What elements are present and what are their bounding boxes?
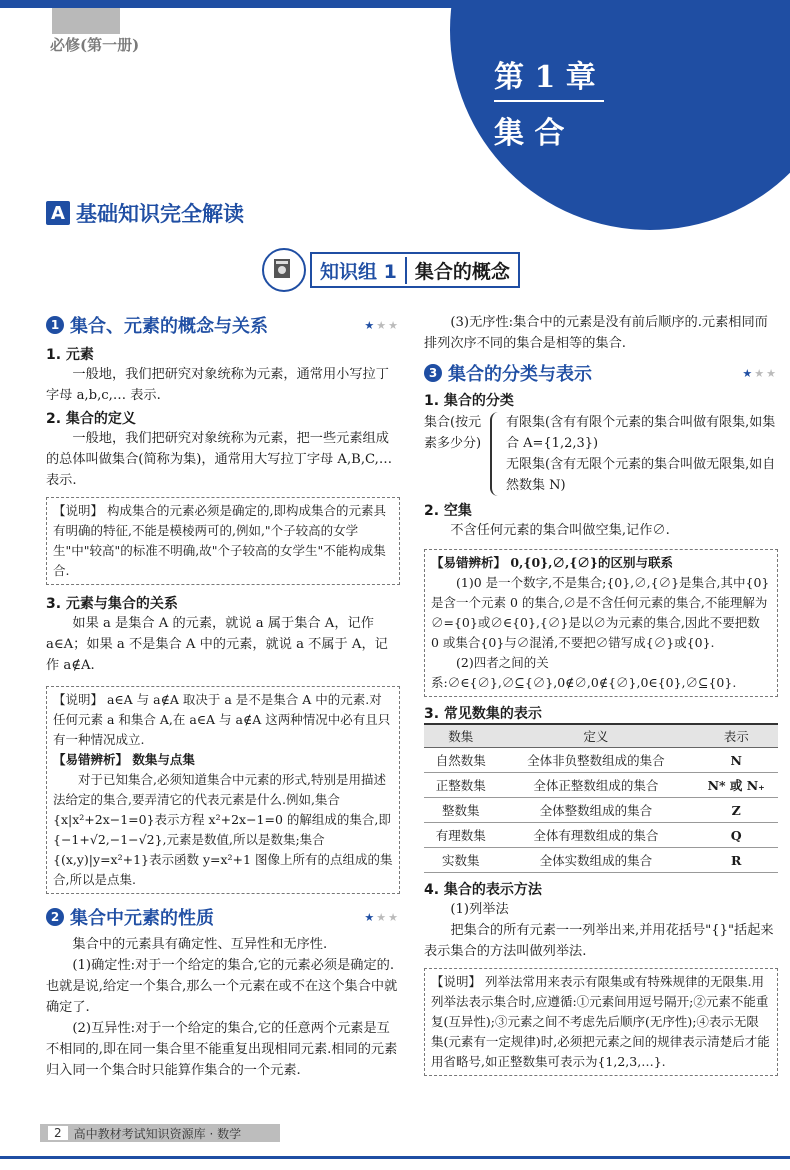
table-row	[424, 798, 778, 823]
heading-set-definition: 2. 集合的定义	[46, 411, 136, 427]
heading-membership: 3. 元素与集合的关系	[46, 596, 178, 612]
book-name: 必修(第一册)	[50, 36, 140, 54]
finite-set-def: 有限集(含有有限个元素的集合叫做有限集,如集合 A={1,2,3})	[506, 415, 776, 451]
note-numberset-text: 对于已知集合,必须知道集合中元素的形式,特别是用描述法给定的集合,要弄清它的代表元素是什么.例如,集合{x|x²+2x−1=0}表示方程 x²+2x−1=0 的解组成的集合,即{−1+√2,−1−√2},元素是数值,所以是数集;集合{(x,y)|y=x²+1}表示函数 y=x²+1 图像上所有的点组成的集合,所以是点集.	[53, 772, 393, 887]
table-row	[424, 773, 778, 798]
table-row	[424, 748, 778, 773]
note-listing: 【说明】 列举法常用来表示有限集或有特殊规律的无限集.用列举法表示集合时,应遵循:①元素间用逗号隔开;②元素不能重复(互异性);③元素之间不考虑先后顺序(无序性);④表示无限集(元素有一定规律)时,必须把元素之间的规律表示清楚后才能用省略号,如正整数集可表示为{1,2,3,…}.	[424, 968, 778, 1076]
heading-element: 1. 元素	[46, 347, 94, 363]
knowledge-group-title: 集合的概念	[414, 260, 510, 283]
note-membership-text: 【说明】 a∈A 与 a∉A 取决于 a 是不是集合 A 中的元素.对任何元素 a 和集合 A,在 a∈A 与 a∉A 这两种情况中必有且只有一种情况成立.	[53, 692, 391, 747]
cell: N	[694, 748, 778, 773]
knowledge-group-label: 知识组 1	[312, 257, 407, 284]
section-2-heading	[46, 904, 400, 930]
col-header: 定义	[497, 724, 694, 748]
star-rating: ★★★	[364, 910, 400, 924]
brace	[490, 412, 502, 496]
chapter-title	[494, 52, 604, 152]
para-listing-title: (1)列举法	[450, 902, 509, 917]
cell: 全体正整数组成的集合	[497, 773, 694, 798]
cell: Z	[694, 798, 778, 823]
para-element: 一般地，我们把研究对象统称为元素，通常用小写拉丁字母 a,b,c,… 表示.	[46, 367, 389, 403]
cell: 全体有理数组成的集合	[497, 823, 694, 848]
note-definiteness: 【说明】 构成集合的元素必须是确定的,即构成集合的元素具有明确的特征,不能是模棱两可的,例如,"个子较高的女学生"中"较高"的标准不明确,故"个子较高的女学生"不能构成集合.	[46, 497, 400, 585]
para-empty-set: 不含任何元素的集合叫做空集,记作∅.	[450, 523, 670, 538]
para-membership: 如果 a 是集合 A 的元素，就说 a 属于集合 A，记作 a∈A；如果 a 不是集合 A 中的元素，就说 a 不属于 A，记作 a∉A.	[46, 616, 388, 673]
para-properties-intro: 集合中的元素具有确定性、互异性和无序性.	[72, 937, 328, 952]
footer-bar	[40, 1124, 280, 1142]
note-numberset-title: 【易错辨析】 数集与点集	[53, 752, 195, 767]
cell: Q	[694, 823, 778, 848]
section-3-title: 集合的分类与表示	[448, 364, 592, 385]
note-empty-set-a: (1)0 是一个数字,不是集合;{0},∅,{∅}是集合,其中{0}是含一个元素 0 的集合,∅是不含任何元素的集合,不能理解为∅={0}或∅∈{0},{∅}是以∅为元素的集合,因此不要把数 0 或集合{0}与∅混淆,不要把∅错写成{∅}或{0}.	[431, 575, 770, 650]
cell: 正整数集	[424, 773, 497, 798]
page-number: 2	[48, 1126, 68, 1140]
cell: N* 或 N₊	[694, 773, 778, 798]
heading-empty-set: 2. 空集	[424, 503, 472, 519]
footer-text: 高中教材考试知识资源库 · 数学	[73, 1126, 242, 1141]
cell: 全体非负整数组成的集合	[497, 748, 694, 773]
cell: 全体整数组成的集合	[497, 798, 694, 823]
classification-brace	[424, 412, 778, 496]
note-empty-set-b: (2)四者之间的关系:∅∈{∅},∅⊆{∅},0∉∅,0∉{∅},0∈{0},∅⊆{0}.	[431, 655, 737, 690]
section-a-title: 基础知识完全解读	[76, 202, 244, 226]
right-column	[424, 312, 778, 1076]
section-1-heading	[46, 312, 400, 338]
col-header: 表示	[694, 724, 778, 748]
infinite-set-def: 无限集(含有无限个元素的集合叫做无限集,如自然数集 N)	[506, 457, 776, 493]
section-a-badge: A	[46, 201, 70, 225]
chapter-name: 集 合	[494, 116, 565, 151]
cell: 自然数集	[424, 748, 497, 773]
note-empty-set	[424, 549, 778, 697]
table-row	[424, 848, 778, 873]
section-1-number: 1	[46, 316, 64, 334]
heading-number-sets: 3. 常见数集的表示	[424, 706, 542, 722]
header-tab	[52, 8, 120, 34]
section-3-number: 3	[424, 364, 442, 382]
para-definiteness: (1)确定性:对于一个给定的集合,它的元素必须是确定的.也就是说,给定一个集合,那么一个元素在或不在这个集合中就确定了.	[46, 958, 398, 1015]
classification-left: 集合(按元素多少分)	[424, 415, 482, 451]
section-2-title: 集合中元素的性质	[70, 908, 214, 929]
chapter-number: 第 1 章	[494, 52, 604, 102]
cell: R	[694, 848, 778, 873]
heading-classification: 1. 集合的分类	[424, 393, 514, 409]
section-1-title: 集合、元素的概念与关系	[70, 316, 268, 337]
cell: 整数集	[424, 798, 497, 823]
table-row	[424, 823, 778, 848]
book-icon	[262, 248, 306, 292]
note-membership	[46, 686, 400, 894]
number-sets-table	[424, 723, 778, 873]
cell: 有理数集	[424, 823, 497, 848]
left-column	[46, 312, 400, 1081]
note-empty-set-title: 【易错辨析】 0,{0},∅,{∅}的区别与联系	[431, 555, 673, 570]
para-set-definition: 一般地，我们把研究对象统称为元素，把一些元素组成的总体叫做集合(简称为集)，通常用大写拉丁字母 A,B,C,… 表示.	[46, 431, 393, 488]
para-listing: 把集合的所有元素一一列举出来,并用花括号"{}"括起来表示集合的方法叫做列举法.	[424, 923, 774, 959]
heading-representation: 4. 集合的表示方法	[424, 882, 542, 898]
para-unordered: (3)无序性:集合中的元素是没有前后顺序的.元素相同而排列次序不同的集合是相等的集合.	[424, 315, 768, 351]
section-2-number: 2	[46, 908, 64, 926]
star-rating: ★★★	[364, 318, 400, 332]
star-rating: ★★★	[742, 366, 778, 380]
cell: 全体实数组成的集合	[497, 848, 694, 873]
cell: 实数集	[424, 848, 497, 873]
para-distinctness: (2)互异性:对于一个给定的集合,它的任意两个元素是互不相同的,即在同一集合里不能重复出现相同元素.相同的元素归入同一个集合时只能算作集合的一个元素.	[46, 1021, 398, 1078]
knowledge-group-banner	[262, 248, 554, 288]
section-a-heading	[46, 198, 244, 228]
col-header: 数集	[424, 724, 497, 748]
section-3-heading	[424, 360, 778, 386]
bottom-line	[0, 1156, 790, 1159]
